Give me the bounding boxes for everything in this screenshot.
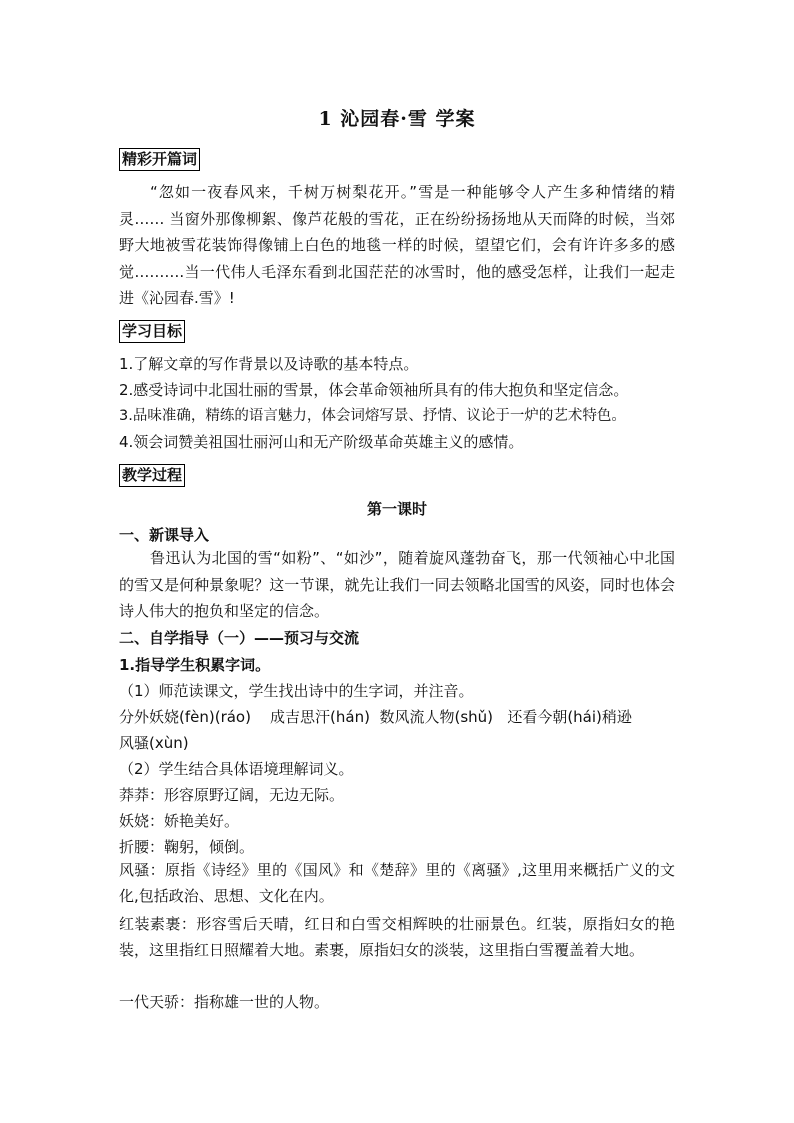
step1-title: 1.指导学生积累字词。	[119, 656, 271, 674]
step1-instruction-b: （2）学生结合具体语境理解词义。	[119, 760, 354, 778]
vocab-item-hongzhuang: 红装素裹：形容雪后天晴，红日和白雪交相辉映的壮丽景色。红装，原指妇女的艳装，这里指红日照耀着大地。素裹，原指妇女的淡装，这里指白雪覆盖着大地。	[119, 915, 675, 959]
pinyin-line: 风骚(xùn)	[119, 734, 189, 752]
vocab-item-fengsao: 风骚：原指《诗经》里的《国风》和《楚辞》里的《离骚》,这里用来概括广义的文化,包括政治、思想、文化在内。	[119, 861, 675, 905]
vocab-item: 莽莽：形容原野辽阔，无边无际。	[119, 786, 345, 804]
goal-item: 3.品味准确，精练的语言魅力，体会词熔写景、抒情、议论于一炉的艺术特色。	[119, 408, 626, 424]
part1-paragraph: 鲁迅认为北国的雪“如粉”、“如沙”，随着旋风蓬勃奋飞，那一代领袖心中北国的雪又是何种景象呢？这一节课，就先让我们一同去领略北国雪的风姿，同时也体会诗人伟大的抱负和坚定的信念。	[119, 549, 675, 620]
section-heading-intro: 精彩开篇词	[119, 148, 200, 171]
section-heading-goals: 学习目标	[119, 320, 185, 343]
page-title: 1 沁园春·雪 学案	[318, 108, 476, 130]
vocab-item: 折腰：鞠躬，倾倒。	[119, 838, 255, 856]
pinyin-line: 分外妖娆(fèn)(ráo) 成吉思汗(hán) 数风流人物(shǔ) 还看今朝(hái)稍逊	[119, 708, 632, 726]
goal-item: 2.感受诗词中北国壮丽的雪景，体会革命领袖所具有的伟大抱负和坚定信念。	[119, 381, 629, 399]
step1-instruction-a: （1）师范读课文，学生找出诗中的生字词，并注音。	[119, 682, 474, 700]
goal-item: 4.领会词赞美祖国壮丽河山和无产阶级革命英雄主义的感情。	[119, 433, 524, 451]
lesson-title: 第一课时	[366, 500, 427, 518]
part2-title: 二、自学指导（一）——预习与交流	[119, 629, 360, 647]
section-heading-process: 教学过程	[119, 464, 185, 487]
goal-item: 1.了解文章的写作背景以及诗歌的基本特点。	[119, 355, 419, 373]
part1-title: 一、新课导入	[119, 526, 210, 544]
vocab-item-tianjiao: 一代天骄：指称雄一世的人物。	[119, 993, 330, 1011]
intro-paragraph: “忽如一夜春风来，千树万树梨花开。”雪是一种能够令人产生多种情绪的精灵…… 当窗外那像柳絮、像芦花般的雪花，正在纷纷扬扬地从天而降的时候，当郊野大地被雪花装饰得像铺上白色的地毯一样的时候，望望它们，会有许许多多的感觉……….当一代伟人毛泽东看到北国茫茫的冰雪时，他的感受怎样，让我们一起走进《沁园春.雪》!	[119, 183, 675, 307]
vocab-item: 妖娆：娇艳美好。	[119, 812, 240, 830]
